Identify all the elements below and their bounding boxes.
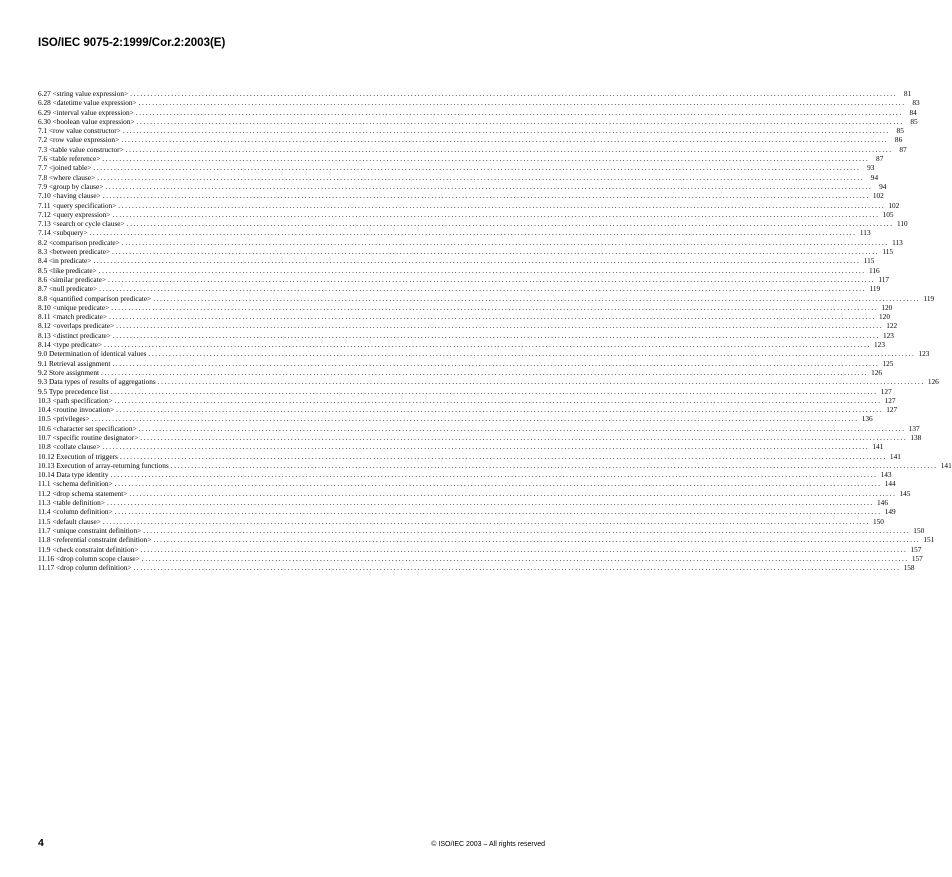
toc-entry-label: 7.1 <row value constructor> xyxy=(38,126,121,136)
toc-entry-label: 7.8 <where clause> xyxy=(38,172,96,182)
toc-entry[interactable] xyxy=(38,460,952,470)
toc-entry[interactable] xyxy=(38,154,884,164)
toc-entry-page: 85 xyxy=(896,126,904,136)
toc-dot-leader: ................................................................................................................................................................................................................................ xyxy=(153,535,921,545)
toc-entry[interactable] xyxy=(38,181,887,191)
toc-entry-label: 11.3 <table definition> xyxy=(38,498,105,508)
toc-entry[interactable] xyxy=(38,284,881,294)
toc-entry-page: 84 xyxy=(909,107,917,117)
toc-dot-leader: ................................................................................................................................................................................................................................ xyxy=(140,544,908,554)
toc-entry-page: 137 xyxy=(908,423,920,433)
toc-entry[interactable] xyxy=(38,432,922,442)
toc-entry[interactable] xyxy=(38,163,875,173)
toc-entry[interactable] xyxy=(38,525,925,535)
toc-entry-label: 10.14 Data type identity xyxy=(38,470,109,480)
toc-entry[interactable] xyxy=(38,256,875,266)
copyright-notice: © ISO/IEC 2003 – All rights reserved xyxy=(431,841,545,848)
toc-entry[interactable] xyxy=(38,219,908,229)
toc-entry[interactable] xyxy=(38,349,930,359)
toc-dot-leader: ................................................................................................................................................................................................................................ xyxy=(125,144,893,154)
toc-entry-page: 141 xyxy=(872,442,884,452)
toc-dot-leader: ................................................................................................................................................................................................................................ xyxy=(143,525,911,535)
toc-dot-leader: ................................................................................................................................................................................................................................ xyxy=(108,274,876,284)
toc-dot-leader: ................................................................................................................................................................................................................................ xyxy=(105,181,873,191)
toc-entry-label: 10.6 <character set specification> xyxy=(38,423,137,433)
toc-entry-page: 126 xyxy=(871,367,883,377)
toc-entry-label: 8.10 <unique predicate> xyxy=(38,302,110,312)
toc-entry-page: 158 xyxy=(903,563,915,573)
toc-entry-label: 10.3 <path specification> xyxy=(38,395,113,405)
toc-entry[interactable] xyxy=(38,423,920,433)
toc-dot-leader: ................................................................................................................................................................................................................................ xyxy=(157,377,925,387)
toc-entry-page: 86 xyxy=(894,135,903,145)
toc-dot-leader: ................................................................................................................................................................................................................................ xyxy=(93,163,861,173)
toc-entry-page: 150 xyxy=(913,525,925,535)
toc-entry-label: 11.1 <schema definition> xyxy=(38,479,113,489)
toc-entry-label: 7.9 <group by clause> xyxy=(38,181,104,191)
toc-dot-leader: ................................................................................................................................................................................................................................ xyxy=(129,488,897,498)
toc-dot-leader: ................................................................................................................................................................................................................................ xyxy=(140,432,908,442)
toc-entry[interactable] xyxy=(38,89,912,98)
toc-entry-page: 94 xyxy=(879,181,887,191)
toc-dot-leader: ................................................................................................................................................................................................................................ xyxy=(110,386,878,396)
toc-entry[interactable] xyxy=(38,265,880,275)
toc-entry-label: 6.27 <string value expression> xyxy=(38,89,129,98)
toc-entry-label: 11.2 <drop schema statement> xyxy=(38,488,128,498)
toc-dot-leader: ................................................................................................................................................................................................................................ xyxy=(118,200,886,210)
toc-entry-page: 127 xyxy=(884,395,896,405)
toc-dot-leader: ................................................................................................................................................................................................................................ xyxy=(102,516,870,526)
toc-dot-leader: ................................................................................................................................................................................................................................ xyxy=(126,219,894,229)
toc-entry-label: 10.13 Execution of array-returning functions xyxy=(38,460,169,470)
toc-entry-label: 7.11 <query specification> xyxy=(38,200,117,210)
toc-entry-page: 141 xyxy=(940,460,952,470)
toc-entry[interactable] xyxy=(38,312,890,322)
toc-entry-page: 145 xyxy=(899,488,911,498)
toc-entry[interactable] xyxy=(38,414,873,424)
toc-dot-leader: ................................................................................................................................................................................................................................ xyxy=(119,451,887,461)
toc-entry-label: 8.7 <null predicate> xyxy=(38,284,98,294)
toc-entry[interactable] xyxy=(38,367,883,377)
toc-entry-page: 93 xyxy=(867,163,875,173)
toc-dot-leader: ................................................................................................................................................................................................................................ xyxy=(135,107,903,117)
toc-entry-label: 8.13 <distinct predicate> xyxy=(38,330,111,340)
toc-entry-page: 144 xyxy=(884,479,896,489)
toc-entry-page: 123 xyxy=(918,349,930,359)
toc-dot-leader: ................................................................................................................................................................................................................................ xyxy=(102,442,870,452)
toc-entry-label: 8.5 <like predicate> xyxy=(38,265,97,275)
toc-entry[interactable] xyxy=(38,498,888,508)
toc-entry[interactable] xyxy=(38,247,894,257)
toc-entry[interactable] xyxy=(38,553,923,563)
toc-entry-page: 115 xyxy=(882,247,894,257)
toc-dot-leader: ................................................................................................................................................................................................................................ xyxy=(110,470,878,480)
toc-dot-leader: ................................................................................................................................................................................................................................ xyxy=(112,330,880,340)
toc-entry[interactable] xyxy=(38,126,904,136)
toc-entry-page: 120 xyxy=(879,312,890,322)
toc-entry-label: 7.2 <row value expression> xyxy=(38,135,120,145)
toc-entry[interactable] xyxy=(38,405,898,415)
toc-dot-leader: ................................................................................................................................................................................................................................ xyxy=(99,284,867,294)
toc-entry[interactable] xyxy=(38,144,907,154)
toc-dot-leader: ................................................................................................................................................................................................................................ xyxy=(112,358,880,368)
toc-entry[interactable] xyxy=(38,98,920,108)
toc-entry[interactable] xyxy=(38,172,879,182)
toc-entry-page: 102 xyxy=(888,200,900,210)
toc-dot-leader: ................................................................................................................................................................................................................................ xyxy=(122,126,890,136)
toc-entry-page: 149 xyxy=(884,507,896,517)
toc-entry-page: 157 xyxy=(911,553,923,563)
toc-entry[interactable] xyxy=(38,293,935,303)
toc-entry-page: 83 xyxy=(912,98,920,108)
toc-entry-page: 122 xyxy=(886,321,898,331)
toc-dot-leader: ................................................................................................................................................................................................................................ xyxy=(102,154,870,164)
toc-entry-page: 113 xyxy=(859,228,871,238)
toc-entry[interactable] xyxy=(38,479,896,489)
toc-entry-page: 136 xyxy=(861,414,873,424)
toc-entry[interactable] xyxy=(38,107,917,117)
toc-entry-page: 123 xyxy=(882,330,894,340)
toc-entry-label: 10.7 <specific routine designator> xyxy=(38,432,139,442)
toc-entry-page: 110 xyxy=(896,219,908,229)
toc-entry-page: 87 xyxy=(876,154,884,164)
toc-entry[interactable] xyxy=(38,237,903,247)
toc-entry-label: 9.0 Determination of identical values xyxy=(38,349,147,359)
toc-entry[interactable] xyxy=(38,358,894,368)
toc-dot-leader: ................................................................................................................................................................................................................................ xyxy=(91,414,859,424)
toc-entry-page: 127 xyxy=(880,386,892,396)
toc-entry-page: 151 xyxy=(923,535,935,545)
toc-dot-leader: ................................................................................................................................................................................................................................ xyxy=(121,135,889,145)
toc-entry-page: 125 xyxy=(882,358,894,368)
toc-entry[interactable] xyxy=(38,488,911,498)
toc-entry[interactable] xyxy=(38,442,884,452)
toc-entry-label: 6.29 <interval value expression> xyxy=(38,107,134,117)
toc-entry[interactable] xyxy=(38,321,898,331)
toc-dot-leader: ................................................................................................................................................................................................................................ xyxy=(116,321,884,331)
toc-dot-leader: ................................................................................................................................................................................................................................ xyxy=(130,89,898,98)
toc-dot-leader: ................................................................................................................................................................................................................................ xyxy=(136,116,904,126)
toc-dot-leader: ................................................................................................................................................................................................................................ xyxy=(98,265,866,275)
toc-entry-page: 141 xyxy=(889,451,901,461)
toc-entry[interactable] xyxy=(38,516,884,526)
toc-entry-label: 10.4 <routine invocation> xyxy=(38,405,115,415)
toc-entry[interactable] xyxy=(38,209,894,219)
toc-entry-label: 8.4 <in predicate> xyxy=(38,256,92,266)
toc-entry-label: 11.7 <unique constraint definition> xyxy=(38,525,142,535)
toc-entry-label: 9.1 Retrieval assignment xyxy=(38,358,111,368)
toc-dot-leader: ................................................................................................................................................................................................................................ xyxy=(93,256,861,266)
toc-entry[interactable] xyxy=(38,377,939,387)
toc-entry[interactable] xyxy=(38,228,871,238)
toc-entry-label: 7.3 <table value constructor> xyxy=(38,144,124,154)
toc-entry-label: 8.14 <type predicate> xyxy=(38,340,102,350)
toc-entry[interactable] xyxy=(38,386,892,396)
toc-entry-page: 146 xyxy=(877,498,888,508)
toc-entry[interactable] xyxy=(38,200,900,210)
toc-entry-label: 7.10 <having clause> xyxy=(38,191,101,201)
toc-entry-label: 11.9 <check constraint definition> xyxy=(38,544,139,554)
toc-entry-page: 126 xyxy=(927,377,939,387)
toc-dot-leader: ................................................................................................................................................................................................................................ xyxy=(138,98,906,108)
toc-dot-leader: ................................................................................................................................................................................................................................ xyxy=(153,293,921,303)
toc-entry-page: 120 xyxy=(881,302,893,312)
toc-entry-page: 116 xyxy=(869,265,880,275)
toc-dot-leader: ................................................................................................................................................................................................................................ xyxy=(103,340,871,350)
toc-entry[interactable] xyxy=(38,544,922,554)
toc-entry[interactable] xyxy=(38,274,890,284)
toc-entry[interactable] xyxy=(38,191,884,201)
toc-entry-label: 9.5 Type precedence list xyxy=(38,386,109,396)
toc-dot-leader: ................................................................................................................................................................................................................................ xyxy=(112,247,880,257)
toc-dot-leader: ................................................................................................................................................................................................................................ xyxy=(170,460,938,470)
document-header-title: ISO/IEC 9075-2:1999/Cor.2:2003(E) xyxy=(38,37,226,49)
toc-entry-label: 8.8 <quantified comparison predicate> xyxy=(38,293,152,303)
toc-entry[interactable] xyxy=(38,563,915,573)
toc-entry-page: 143 xyxy=(880,470,892,480)
toc-entry-label: 9.2 Store assignment xyxy=(38,367,100,377)
toc-entry[interactable] xyxy=(38,507,896,517)
toc-entry-label: 10.8 <collate clause> xyxy=(38,442,101,452)
toc-dot-leader: ................................................................................................................................................................................................................................ xyxy=(97,172,865,182)
toc-entry-page: 87 xyxy=(899,144,907,154)
toc-entry-page: 113 xyxy=(892,237,903,247)
toc-dot-leader: ................................................................................................................................................................................................................................ xyxy=(106,498,874,508)
toc-entry[interactable] xyxy=(38,470,892,480)
toc-dot-leader: ................................................................................................................................................................................................................................ xyxy=(121,237,889,247)
toc-entry-label: 7.13 <search or cycle clause> xyxy=(38,219,125,229)
toc-entry[interactable] xyxy=(38,330,894,340)
toc-entry-page: 157 xyxy=(910,544,922,554)
toc-entry-label: 11.17 <drop column definition> xyxy=(38,563,132,573)
toc-dot-leader: ................................................................................................................................................................................................................................ xyxy=(111,302,879,312)
toc-entry-label: 7.14 <subquery> xyxy=(38,228,88,238)
toc-entry-label: 7.7 <joined table> xyxy=(38,163,92,173)
toc-entry[interactable] xyxy=(38,395,896,405)
toc-dot-leader: ................................................................................................................................................................................................................................ xyxy=(114,395,882,405)
toc-entry-page: 150 xyxy=(872,516,884,526)
toc-entry-label: 11.4 <column definition> xyxy=(38,507,113,517)
toc-entry-label: 8.3 <between predicate> xyxy=(38,247,111,257)
toc-entry-label: 6.30 <boolean value expression> xyxy=(38,116,135,126)
toc-entry-page: 94 xyxy=(870,172,879,182)
toc-entry-label: 11.8 <referential constraint definition> xyxy=(38,535,152,545)
toc-entry[interactable] xyxy=(38,340,885,350)
toc-entry-page: 119 xyxy=(923,293,935,303)
toc-entry[interactable] xyxy=(38,135,903,145)
table-of-contents xyxy=(38,89,952,573)
toc-entry-page: 123 xyxy=(874,340,885,350)
toc-entry[interactable] xyxy=(38,302,893,312)
toc-entry-label: 7.12 <query expression> xyxy=(38,209,111,219)
toc-entry-label: 7.6 <table reference> xyxy=(38,154,101,164)
toc-dot-leader: ................................................................................................................................................................................................................................ xyxy=(108,312,876,322)
toc-entry-label: 8.11 <match predicate> xyxy=(38,312,107,322)
toc-entry-label: 10.12 Execution of triggers xyxy=(38,451,118,461)
toc-dot-leader: ................................................................................................................................................................................................................................ xyxy=(102,191,870,201)
toc-entry-label: 8.2 <comparison predicate> xyxy=(38,237,120,247)
toc-entry-page: 127 xyxy=(886,405,898,415)
toc-dot-leader: ................................................................................................................................................................................................................................ xyxy=(101,367,869,377)
toc-entry-label: 10.5 <privileges> xyxy=(38,414,90,424)
toc-entry-label: 6.28 <datetime value expression> xyxy=(38,98,137,108)
toc-entry-page: 102 xyxy=(872,191,884,201)
toc-dot-leader: ................................................................................................................................................................................................................................ xyxy=(148,349,916,359)
toc-dot-leader: ................................................................................................................................................................................................................................ xyxy=(112,209,880,219)
toc-entry[interactable] xyxy=(38,535,935,545)
toc-entry-page: 119 xyxy=(869,284,881,294)
toc-dot-leader: ................................................................................................................................................................................................................................ xyxy=(138,423,906,433)
toc-entry-page: 115 xyxy=(863,256,875,266)
toc-entry[interactable] xyxy=(38,451,901,461)
toc-entry[interactable] xyxy=(38,116,918,126)
toc-entry-label: 9.3 Data types of results of aggregations xyxy=(38,377,156,387)
toc-dot-leader: ................................................................................................................................................................................................................................ xyxy=(114,507,882,517)
toc-entry-page: 85 xyxy=(910,116,918,126)
toc-entry-page: 81 xyxy=(903,89,912,98)
toc-entry-page: 105 xyxy=(882,209,894,219)
page-number: 4 xyxy=(38,837,44,849)
toc-entry-label: 11.16 <drop column scope clause> xyxy=(38,553,140,563)
toc-dot-leader: ................................................................................................................................................................................................................................ xyxy=(116,405,884,415)
toc-dot-leader: ................................................................................................................................................................................................................................ xyxy=(141,553,909,563)
toc-dot-leader: ................................................................................................................................................................................................................................ xyxy=(114,479,882,489)
toc-entry-label: 8.12 <overlaps predicate> xyxy=(38,321,115,331)
toc-entry-label: 11.5 <default clause> xyxy=(38,516,101,526)
toc-entry-page: 117 xyxy=(878,274,890,284)
toc-entry-page: 138 xyxy=(910,432,922,442)
toc-dot-leader: ................................................................................................................................................................................................................................ xyxy=(133,563,901,573)
toc-entry-label: 8.6 <similar predicate> xyxy=(38,274,107,284)
toc-dot-leader: ................................................................................................................................................................................................................................ xyxy=(89,228,857,238)
